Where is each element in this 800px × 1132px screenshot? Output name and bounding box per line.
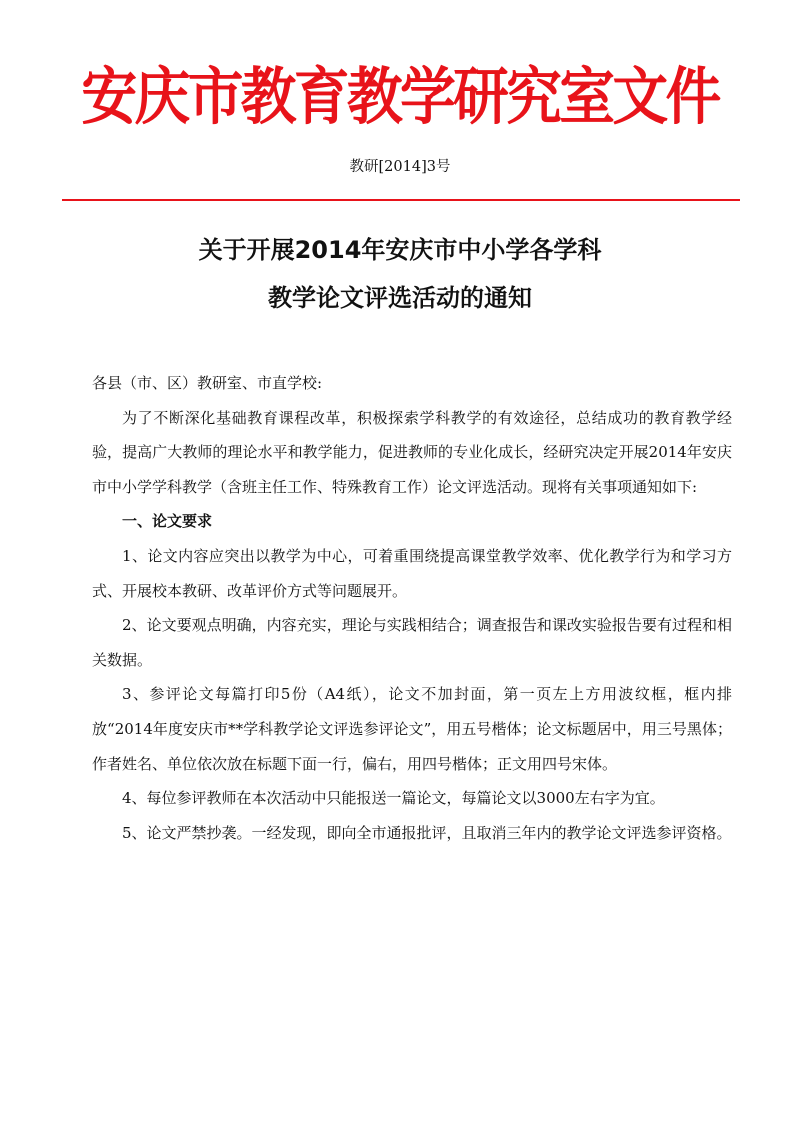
requirement-item-5: 5、论文严禁抄袭。一经发现，即向全市通报批评，且取消三年内的教学论文评选参评资格。 — [122, 823, 732, 842]
intro-paragraph: 为了不断深化基础教育课程改革，积极探索学科教学的有效途径，总结成功的教育教学经验，提高广大教师的理论水平和教学能力，促进教师的专业化成长，经研究决定开展2014年安庆市中小学学科教学（含班主任工作、特殊教育工作）论文评选活动。现将有关事项通知如下: — [92, 408, 732, 496]
requirement-item-4: 4、每位参评教师在本次活动中只能报送一篇论文，每篇论文以3000左右字为宜。 — [122, 789, 665, 808]
notice-body — [92, 366, 732, 850]
requirement-item-1: 1、论文内容应突出以教学为中心，可着重围绕提高课堂教学效率、优化教学行为和学习方式、开展校本教研、改革评价方式等问题展开。 — [92, 546, 732, 600]
notice-title-line-2: 教学论文评选活动的通知 — [268, 284, 532, 312]
notice-title-line-1: 关于开展2014年安庆市中小学各学科 — [198, 236, 602, 264]
requirement-item-2: 2、论文要观点明确，内容充实，理论与实践相结合；调查报告和课改实验报告要有过程和相关数据。 — [92, 616, 732, 669]
document-header-title: 安庆市教育教学研究室文件 — [81, 60, 719, 133]
document-number: 教研[2014]3号 — [349, 159, 451, 175]
section-heading-requirements: 一、论文要求 — [122, 512, 213, 531]
red-divider-line — [62, 199, 740, 201]
requirement-item-3: 3、参评论文每篇打印5份（A4纸），论文不加封面，第一页左上方用波纹框，框内排放“2014年度安庆市**学科教学论文评选参评论文”，用五号楷体；论文标题居中，用三号黑体；作者姓名、单位依次放在标题下面一行，偏右，用四号楷体；正文用四号宋体。 — [92, 685, 732, 773]
notice-title — [0, 226, 800, 322]
salutation: 各县（市、区）教研室、市直学校: — [92, 374, 323, 392]
